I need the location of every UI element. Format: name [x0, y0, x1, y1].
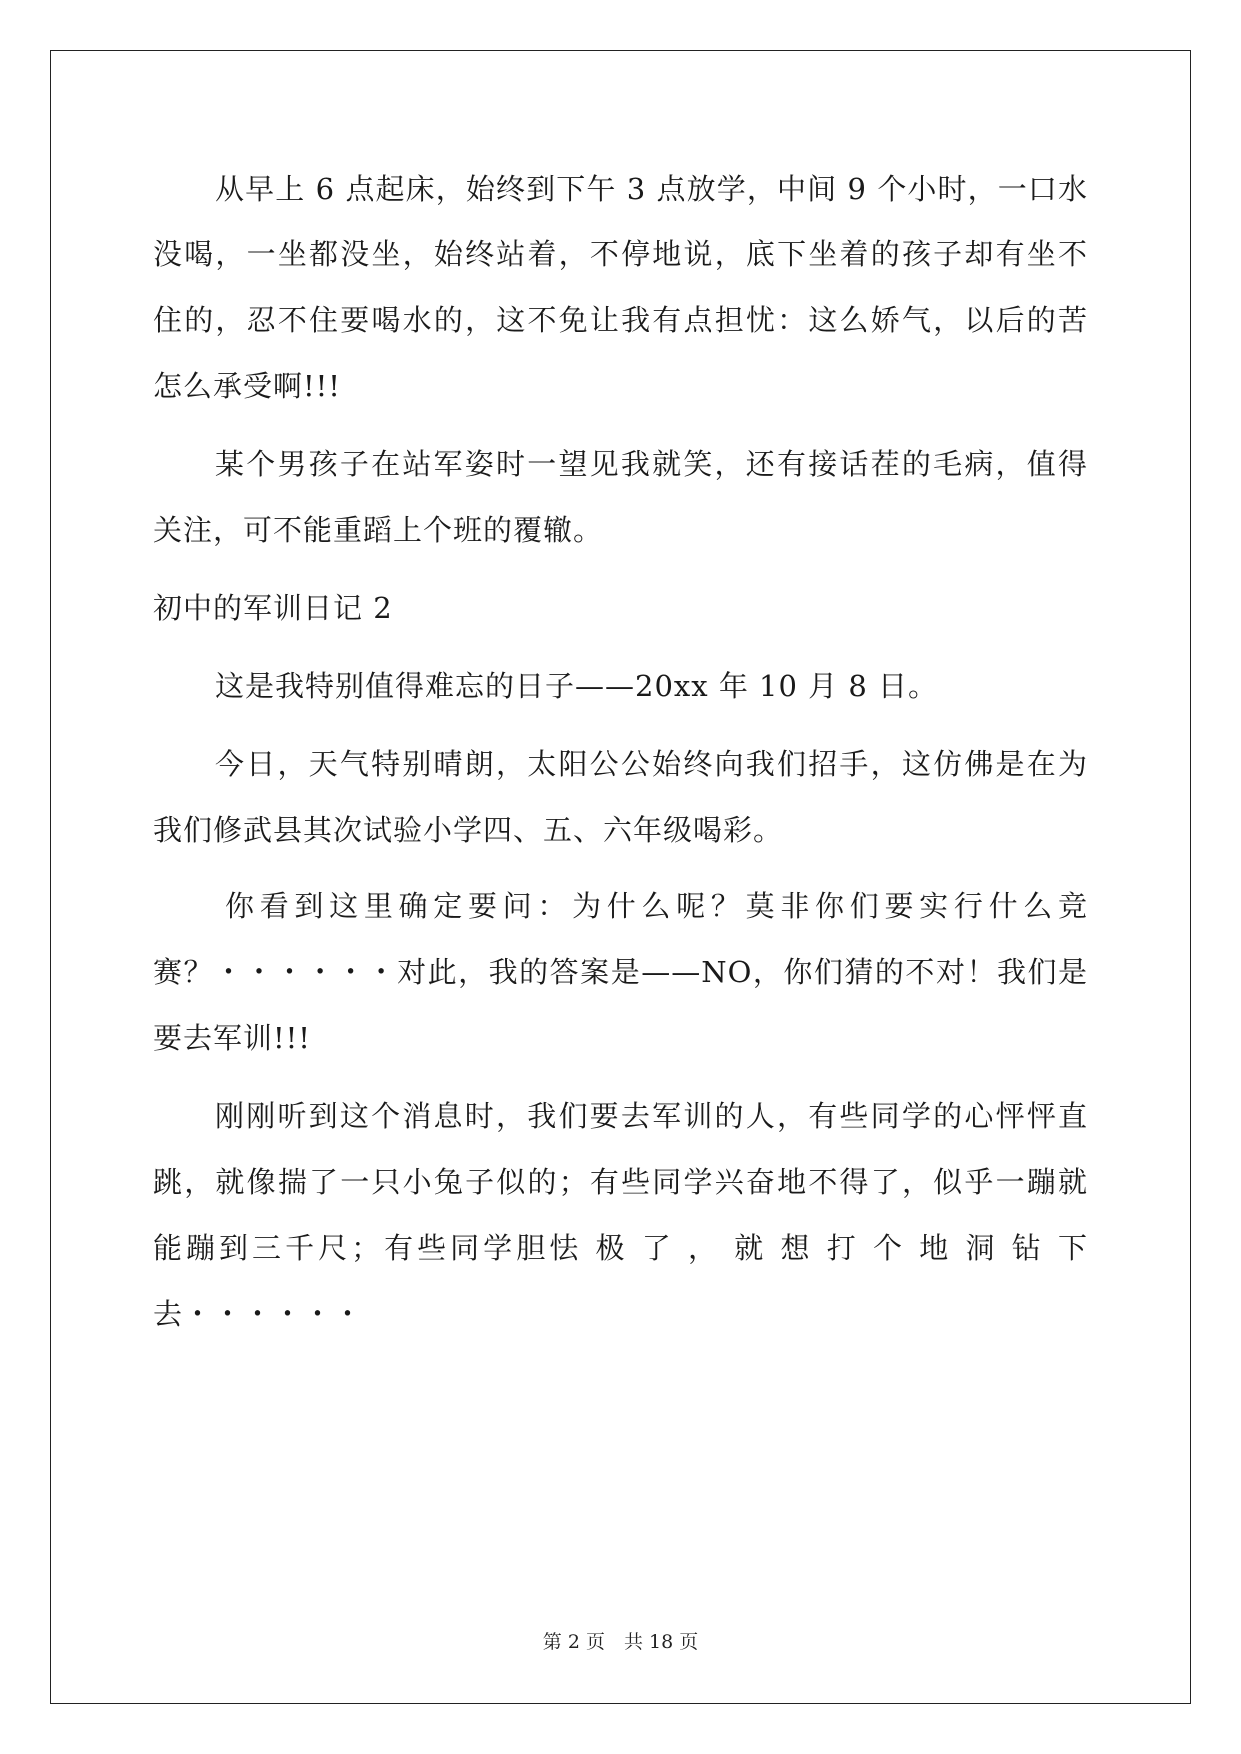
paragraph-line: 跳，就像揣了一只小兔子似的；有些同学兴奋地不得了，似乎一蹦就: [153, 1165, 1088, 1199]
paragraph-line: 这是我特别值得难忘的日子——20xx 年 10 月 8 日。: [215, 669, 939, 703]
section-heading: 初中的军训日记 2: [153, 591, 393, 625]
page-number: 第 2 页 共 18 页: [542, 1631, 699, 1653]
paragraph-line: 我们修武县其次试验小学四、五、六年级喝彩。: [153, 813, 784, 847]
paragraph-line: 你看到这里确定要问：为什么呢？莫非你们要实行什么竞: [225, 889, 1088, 923]
paragraph-line: 赛？・・・・・・对此，我的答案是——NO，你们猜的不对！我们是: [153, 955, 1088, 989]
paragraph-line: 刚刚听到这个消息时，我们要去军训的人，有些同学的心怦怦直: [215, 1099, 1088, 1133]
paragraph-line: 某个男孩子在站军姿时一望见我就笑，还有接话茬的毛病，值得: [215, 447, 1088, 481]
page-border: [50, 50, 1191, 1704]
paragraph-line: 住的，忍不住要喝水的，这不免让我有点担忧：这么娇气，以后的苦: [153, 303, 1088, 337]
paragraph-line: 今日，天气特别晴朗，太阳公公始终向我们招手，这仿佛是在为: [215, 747, 1088, 781]
paragraph-line: 要去军训!!!: [153, 1021, 311, 1055]
paragraph-line: 从早上 6 点起床，始终到下午 3 点放学，中间 9 个小时，一口水: [215, 172, 1088, 206]
paragraph-line: 关注，可不能重蹈上个班的覆辙。: [153, 513, 604, 547]
paragraph-line: 怎么承受啊!!!: [153, 369, 341, 403]
paragraph-line: 没喝，一坐都没坐，始终站着，不停地说，底下坐着的孩子却有坐不: [153, 237, 1088, 271]
paragraph-line: 能蹦到三千尺；有些同学胆怯 极 了 ， 就 想 打 个 地 洞 钻 下: [153, 1231, 1088, 1265]
paragraph-line: 去・・・・・・: [153, 1297, 364, 1331]
